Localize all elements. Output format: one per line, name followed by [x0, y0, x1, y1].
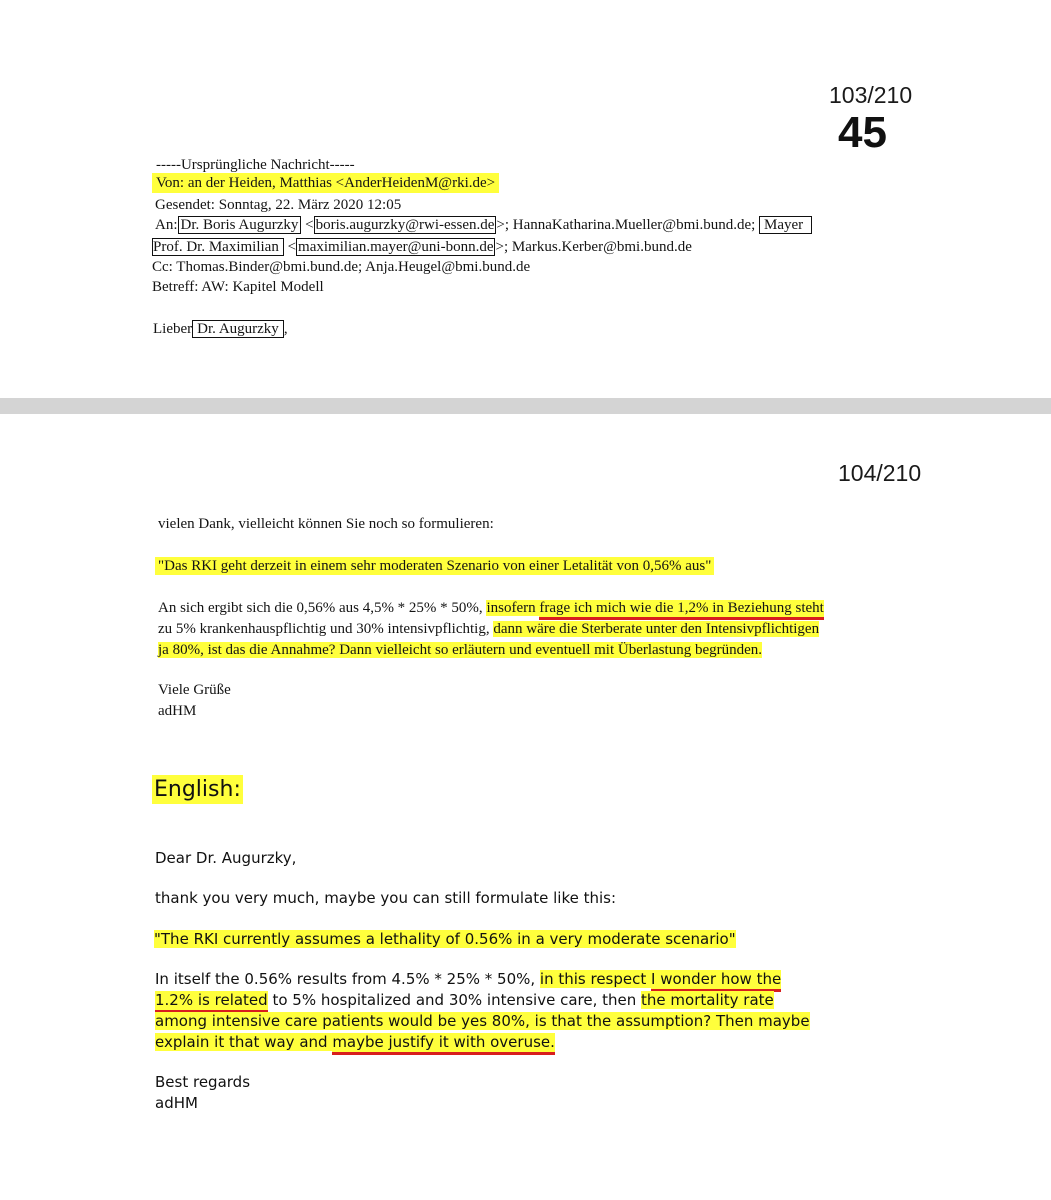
english-greeting: Dear Dr. Augurzky,	[155, 849, 297, 867]
english-line-1	[155, 969, 781, 990]
english-2c: the mortality rate	[641, 991, 774, 1009]
english-closing: Best regards	[155, 1073, 251, 1091]
sent-line: Gesendet: Sonntag, 22. März 2020 12:05	[155, 197, 402, 213]
from-text: Von: an der Heiden, Matthias <AnderHeidenM@rki.de>	[152, 173, 499, 193]
english-quote: "The RKI currently assumes a lethality of 0.56% in a very moderate scenario"	[154, 930, 736, 948]
to-rest: >; HannaKatharina.Mueller@bmi.bund.de;	[496, 217, 756, 233]
redacted-email-box: boris.augurzky@rwi-essen.de	[315, 217, 495, 233]
to-label: An:	[155, 217, 178, 233]
english-heading-wrap	[152, 777, 243, 802]
redacted-firstname-box: Prof. Dr. Maximilian	[152, 238, 284, 256]
german-intro: vielen Dank, vielleicht können Sie noch so formulieren:	[158, 516, 494, 532]
english-heading: English:	[154, 777, 241, 802]
to-rest-2: >; Markus.Kerber@bmi.bund.de	[495, 239, 692, 255]
salutation	[153, 319, 288, 339]
german-para-2a: zu 5% krankenhauspflichtig und 30% intensivpflichtig,	[158, 621, 494, 637]
original-message-separator: -----Ursprüngliche Nachricht-----	[156, 157, 355, 173]
english-line-4	[155, 1032, 555, 1053]
english-3: among intensive care patients would be yes 80%, is that the assumption? Then maybe	[155, 1012, 810, 1030]
subject-line: Betreff: AW: Kapitel Modell	[152, 279, 324, 295]
german-para-line-3	[158, 640, 762, 660]
salutation-word: Lieber	[153, 321, 193, 337]
to-line-2	[152, 237, 692, 257]
german-signature: adHM	[158, 703, 197, 719]
english-signature: adHM	[155, 1094, 198, 1112]
from-line	[152, 173, 499, 193]
english-2b: to 5% hospitalized and 30% intensive care, then	[267, 991, 642, 1009]
english-4b: maybe justify it with overuse.	[332, 1033, 555, 1055]
page-separator	[0, 398, 1051, 414]
german-closing: Viele Grüße	[158, 682, 231, 698]
english-1b: in this respect	[539, 970, 652, 988]
german-para-2b: dann wäre die Sterberate unter den Intensivpflichtigen	[493, 621, 820, 637]
page-number-bottom: 104/210	[838, 460, 922, 486]
to-line	[155, 215, 812, 235]
english-quote-line	[154, 929, 736, 950]
salutation-comma: ,	[283, 321, 288, 337]
english-line-3	[155, 1011, 810, 1032]
stamp-number: 45	[838, 108, 887, 157]
english-2a: 1.2% is related	[155, 991, 268, 1013]
cc-line: Cc: Thomas.Binder@bmi.bund.de; Anja.Heugel@bmi.bund.de	[152, 259, 531, 275]
german-para-1c: frage ich mich wie die 1,2% in Beziehung steht	[539, 600, 824, 620]
english-1a: In itself the 0.56% results from 4.5% * 25% * 50%,	[155, 970, 540, 988]
english-intro: thank you very much, maybe you can still formulate like this:	[155, 889, 617, 907]
german-para-3: ja 80%, ist das die Annahme? Dann vielleicht so erläutern und eventuell mit Überlastung begründen.	[158, 642, 762, 658]
german-para-1b: insofern	[486, 600, 540, 616]
to-lt: <	[305, 217, 314, 233]
redacted-salutation-box: Dr. Augurzky	[192, 320, 284, 338]
redacted-email2-box: maximilian.mayer@uni-bonn.de	[298, 239, 494, 255]
german-quote-line	[155, 556, 714, 576]
german-para-line-2	[158, 619, 819, 639]
to-lt-2: <	[287, 239, 297, 255]
redacted-name-box: Dr. Boris Augurzky	[178, 216, 302, 234]
english-1c: I wonder how the	[651, 970, 781, 992]
redacted-lastname-box: Mayer	[759, 216, 812, 234]
german-quote: "Das RKI geht derzeit in einem sehr moderaten Szenario von einer Letalität von 0,56% aus"	[155, 557, 714, 575]
page-number-top: 103/210	[829, 82, 913, 108]
english-line-2	[155, 990, 774, 1011]
german-para-line-1	[158, 598, 824, 618]
english-4a: explain it that way and	[155, 1033, 333, 1051]
german-para-1a: An sich ergibt sich die 0,56% aus 4,5% * 25% * 50%,	[158, 600, 487, 616]
